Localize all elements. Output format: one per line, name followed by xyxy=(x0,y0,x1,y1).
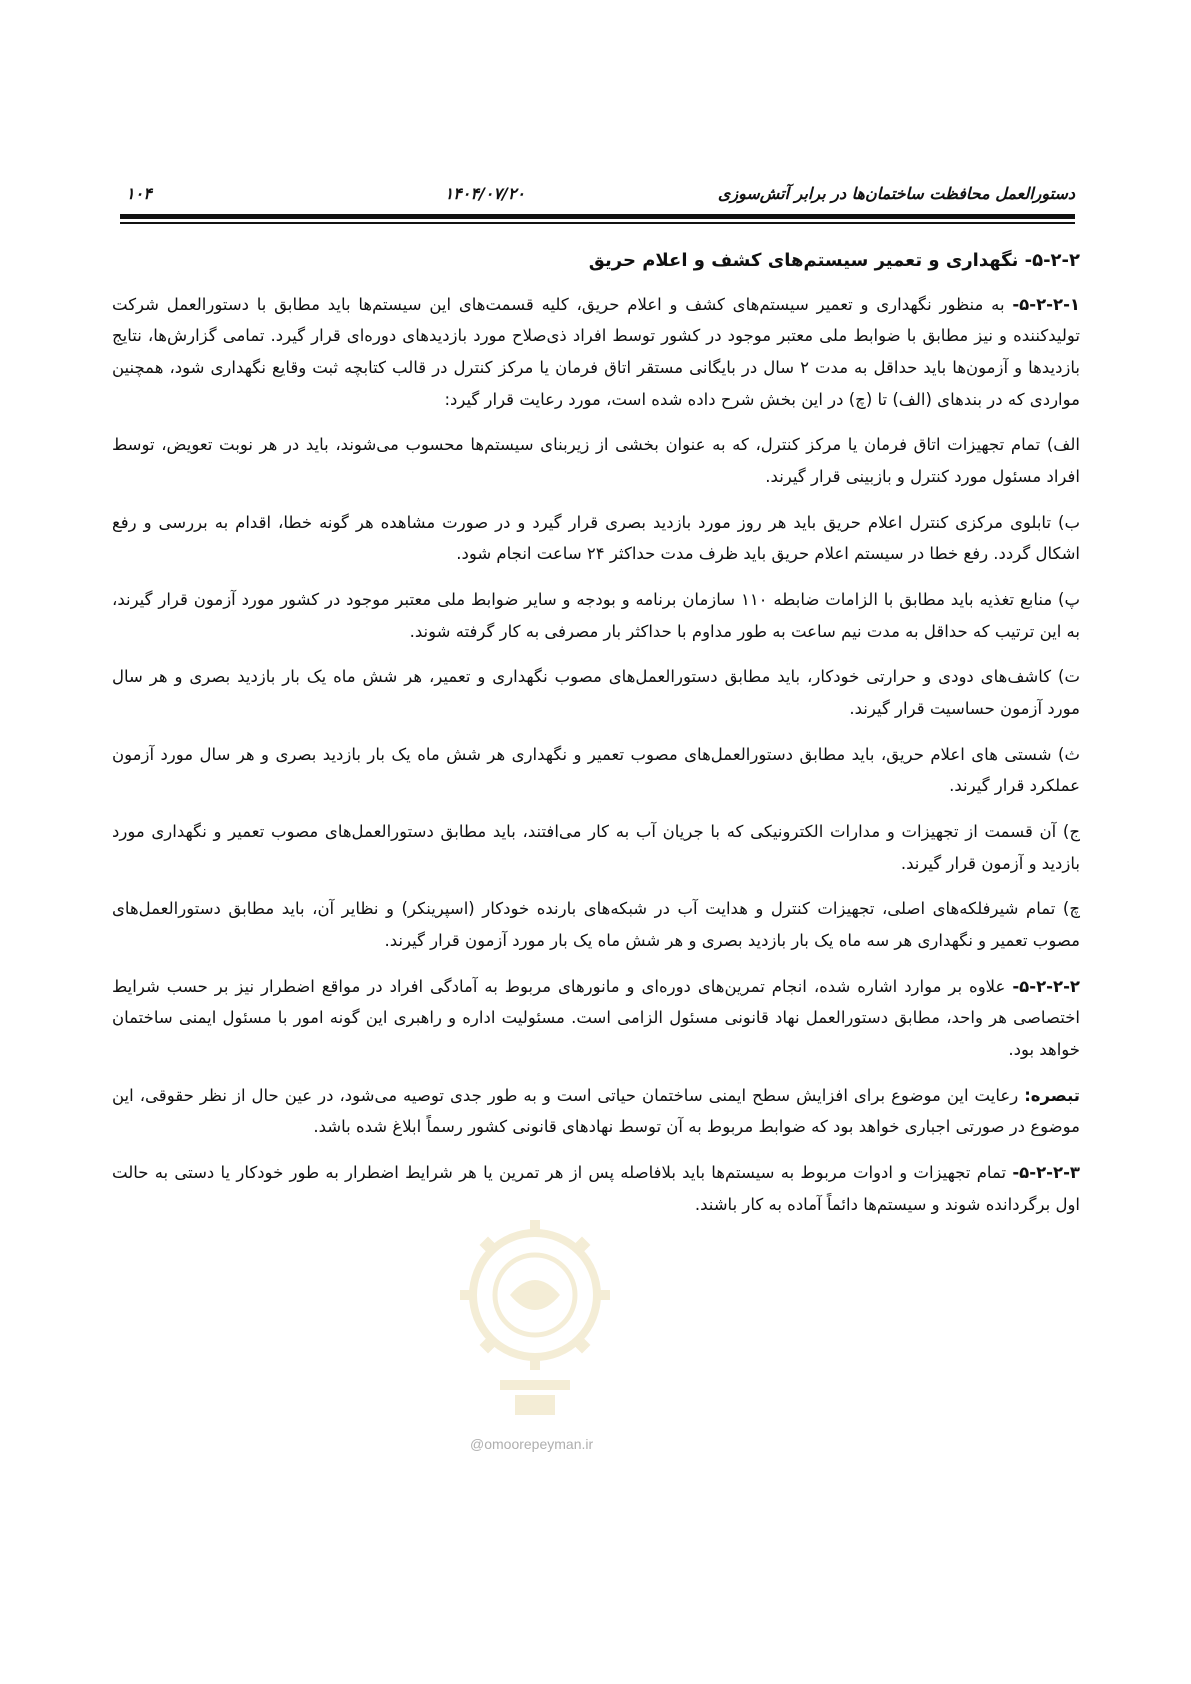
item-se: ث) شستی های اعلام حریق، باید مطابق دستورالعمل‌های مصوب تعمیر و نگهداری هر شش ماه یک بار بازدید بصری و هر سال مورد آزمون عملکرد قرار گیرند. xyxy=(112,744,1080,796)
header-rule-thick xyxy=(120,214,1075,219)
header-title: دستورالعمل محافظت ساختمان‌ها در برابر آتش‌سوزی xyxy=(717,184,1075,203)
item-be: ب) تابلوی مرکزی کنترل اعلام حریق باید هر روز مورد بازدید بصری قرار گیرد و در صورت مشاهده هر گونه خطا، اقدام به بررسی و رفع اشکال گردد. رفع خطا در سیستم اعلام حریق باید ظرف مدت حداکثر ۲۴ ساعت انجام شود. xyxy=(112,512,1080,564)
section-heading: ۵-۲-۲- نگهداری و تعمیر سیستم‌های کشف و اعلام حریق xyxy=(588,250,1080,271)
clause-5-2-2-3 xyxy=(112,1157,1080,1220)
clause-5-2-2-1 xyxy=(112,289,1080,416)
clause-text: به منظور نگهداری و تعمیر سیستم‌های کشف و اعلام حریق، کلیه قسمت‌های این سیستم‌ها باید مطابق با دستورالعمل شرکت تولیدکننده و نیز مطابق با ضوابط ملی معتبر موجود در کشور توسط افراد ذی‌صلاح مورد بازدیدهای دوره‌ای قرار گیرد. تمامی گزارش‌ها، نتایج بازدیدها و آزمون‌ها باید حداقل به مدت ۲ سال در بایگانی مستقر اتاق فرمان یا مرکز کنترل در قالب کتابچه ثبت وقایع نگهداری شود، همچنین مواردی که در بندهای (الف) تا (چ) در این بخش شرح داده شده است، مورد رعایت قرار گیرد: xyxy=(112,294,1081,409)
clause-number: ۵-۲-۲-۱- xyxy=(1012,294,1080,314)
header-rule-thin xyxy=(120,222,1075,224)
item-te: ت) کاشف‌های دودی و حرارتی خودکار، باید مطابق دستورالعمل‌های مصوب نگهداری و تعمیر، هر شش ماه یک بار بازدید بصری و هر سال مورد آزمون حساسیت قرار گیرند. xyxy=(112,667,1080,718)
watermark-text: @omoorepeyman.ir xyxy=(470,1436,594,1452)
item-alef: الف) تمام تجهیزات اتاق فرمان یا مرکز کنترل، که به عنوان بخشی از زیربنای سیستم‌ها محسوب می‌شوند، باید در هر نوبت تعویض، توسط افراد مسئول مورد کنترل و بازبینی قرار گیرند. xyxy=(112,435,1080,486)
header-date: ۱۴۰۴/۰۷/۲۰ xyxy=(444,184,525,203)
clause-number: ۵-۲-۲-۳- xyxy=(1012,1163,1080,1182)
note-paragraph xyxy=(112,1080,1080,1143)
note-label: تبصره: xyxy=(1024,1085,1080,1105)
clause-text: علاوه بر موارد اشاره شده، انجام تمرین‌های دوره‌ای و مانورهای مربوط به آمادگی افراد در مواقع اضطرار نیز بر حسب شرایط اختصاصی هر واحد، مطابق دستورالعمل نهاد قانونی مسئول الزامی است. مسئولیت اداره و راهبری این گونه امور با مسئول ایمنی ساختمان خواهد بود. xyxy=(112,976,1080,1059)
main-content xyxy=(112,244,1080,1234)
clause-number: ۵-۲-۲-۲- xyxy=(1012,976,1080,996)
watermark-logo-icon xyxy=(460,1215,610,1435)
note-text: رعایت این موضوع برای افزایش سطح ایمنی ساختمان حیاتی است و به طور جدی توصیه می‌شود، در عین حال از نظر حقوقی، این موضوع در صورتی اجباری خواهد بود که ضوابط مربوط به آن توسط نهادهای قانونی کشور رسماً ابلاغ شده باشد. xyxy=(112,1085,1080,1137)
item-che: چ) تمام شیرفلکه‌های اصلی، تجهیزات کنترل و هدایت آب در شبکه‌های بارنده خودکار (اسپرینکر) و نظایر آن، باید مطابق دستورالعمل‌های مصوب تعمیر و نگهداری هر سه ماه یک بار بازدید بصری و هر شش ماه یک بار مورد آزمون قرار گیرند. xyxy=(112,899,1080,950)
item-jim: ج) آن قسمت از تجهیزات و مدارات الکترونیکی که با جریان آب به کار می‌افتند، باید مطابق دستورالعمل‌های مصوب تعمیر و نگهداری مورد بازدید و آزمون قرار گیرند. xyxy=(112,821,1080,873)
clause-5-2-2-2 xyxy=(112,971,1080,1066)
item-pe: پ) منابع تغذیه باید مطابق با الزامات ضابطه ۱۱۰ سازمان برنامه و بودجه و سایر ضوابط ملی معتبر موجود در کشور مورد آزمون قرار گیرند، به این ترتیب که حداقل به مدت نیم ساعت به طور مداوم با حداکثر بار مصرفی به کار گرفته شوند. xyxy=(112,589,1080,641)
clause-text: تمام تجهیزات و ادوات مربوط به سیستم‌ها باید بلافاصله پس از هر تمرین یا هر شرایط اضطرار به طور خودکار یا دستی به حالت اول برگردانده شوند و سیستم‌ها دائماً آماده به کار باشند. xyxy=(112,1163,1080,1214)
page-number: ۱۰۴ xyxy=(126,184,152,203)
page-header xyxy=(120,180,1075,214)
